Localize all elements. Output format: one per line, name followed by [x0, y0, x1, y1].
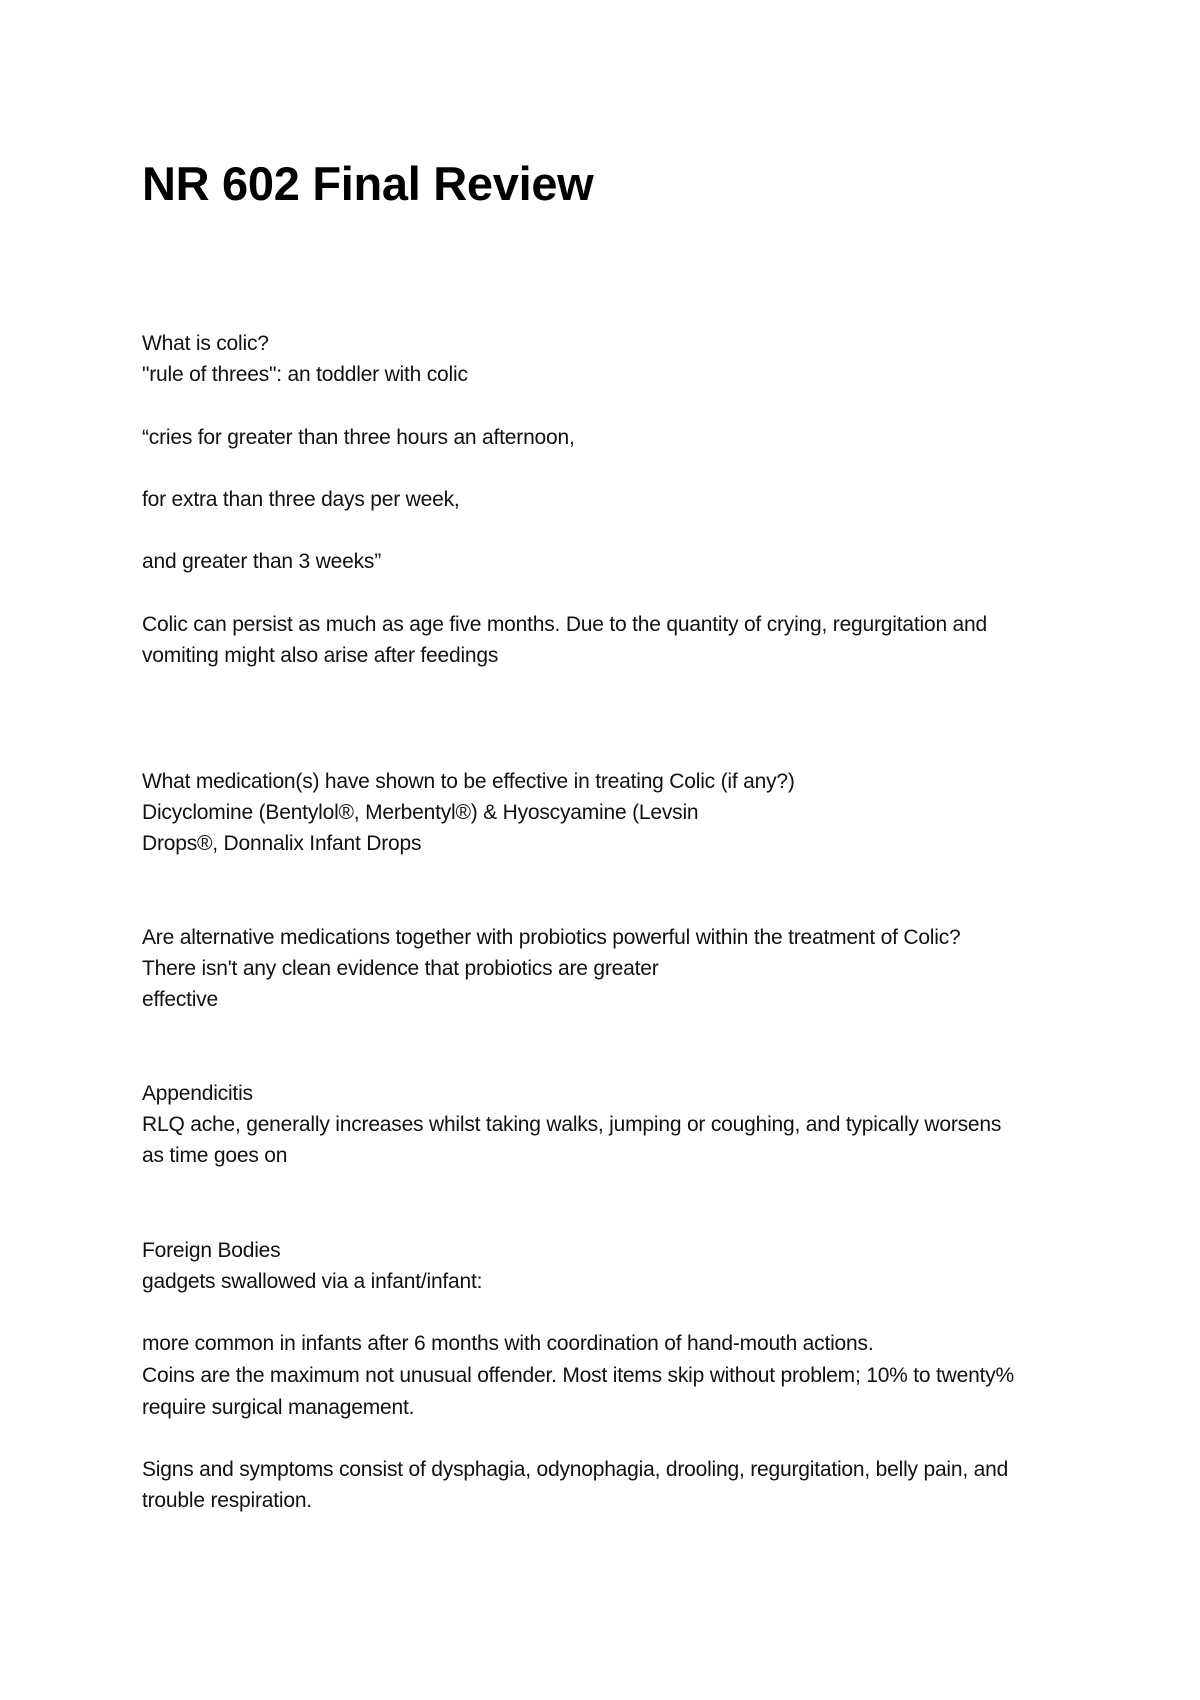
answer-colic-persist: Colic can persist as much as age five months. Due to the quantity of crying, regurgitation and	[142, 613, 987, 636]
heading-foreign-bodies: Foreign Bodies	[142, 1239, 281, 1262]
answer-appendicitis: RLQ ache, generally increases whilst taking walks, jumping or coughing, and typically worsens	[142, 1113, 1002, 1136]
answer-probiotics-cont: effective	[142, 988, 219, 1011]
answer-medications: Dicyclomine (Bentylol®, Merbentyl®) & Hyoscyamine (Levsin	[142, 801, 699, 824]
answer-foreign-bodies-signs: Signs and symptoms consist of dysphagia, odynophagia, drooling, regurgitation, belly pain, and	[142, 1458, 1009, 1481]
answer-rule-of-threes: "rule of threes": an toddler with colic	[142, 363, 468, 386]
answer-cries-hours: “cries for greater than three hours an afternoon,	[142, 426, 575, 449]
answer-foreign-bodies-coins-cont: require surgical management.	[142, 1396, 415, 1419]
answer-foreign-bodies-signs-cont: trouble respiration.	[142, 1489, 312, 1512]
answer-weeks: and greater than 3 weeks”	[142, 550, 381, 573]
question-colic: What is colic?	[142, 332, 269, 355]
answer-probiotics: There isn't any clean evidence that probiotics are greater	[142, 957, 659, 980]
answer-appendicitis-cont: as time goes on	[142, 1144, 288, 1167]
answer-days-per-week: for extra than three days per week,	[142, 488, 460, 511]
answer-foreign-bodies-intro: gadgets swallowed via a infant/infant:	[142, 1270, 483, 1293]
question-medications: What medication(s) have shown to be effective in treating Colic (if any?)	[142, 770, 795, 793]
answer-colic-persist-cont: vomiting might also arise after feedings	[142, 644, 499, 667]
question-probiotics: Are alternative medications together with probiotics powerful within the treatment of Colic?	[142, 926, 961, 949]
page-title: NR 602 Final Review	[142, 157, 594, 210]
answer-foreign-bodies-common: more common in infants after 6 months with coordination of hand-mouth actions.	[142, 1332, 874, 1355]
answer-foreign-bodies-coins: Coins are the maximum not unusual offender. Most items skip without problem; 10% to twenty%	[142, 1364, 1015, 1387]
heading-appendicitis: Appendicitis	[142, 1082, 253, 1105]
answer-medications-cont: Drops®, Donnalix Infant Drops	[142, 832, 422, 855]
